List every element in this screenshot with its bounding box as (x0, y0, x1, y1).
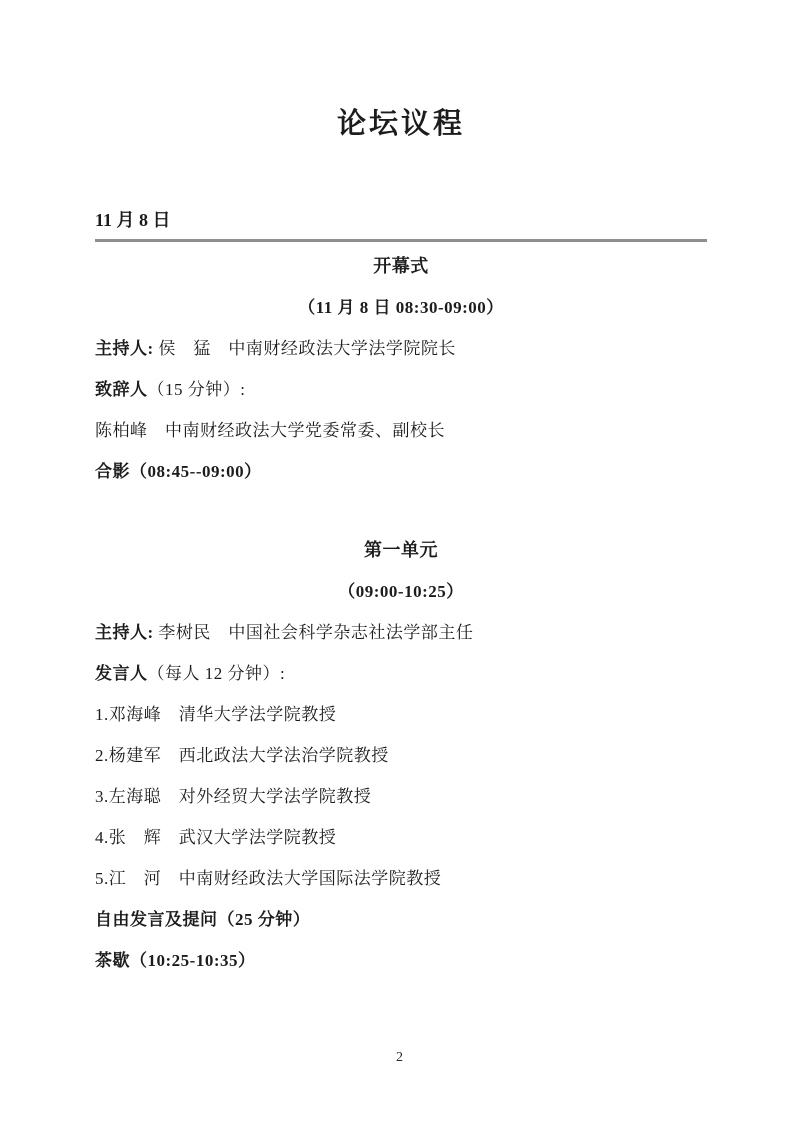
opening-heading: 开幕式 (373, 256, 429, 276)
speaker-item-2: 2.杨建军 西北政法大学法治学院教授 (95, 746, 389, 765)
unit1-time: （09:00-10:25） (338, 582, 464, 601)
speaker-item-3: 3.左海聪 对外经贸大学法学院教授 (95, 787, 372, 806)
unit1-host-label: 主持人: (95, 623, 154, 642)
unit1-speakers-label: 发言人 (95, 664, 148, 683)
section-spacer (95, 492, 707, 530)
opening-host-name: 侯 猛 中南财经政法大学法学院院长 (153, 339, 456, 358)
opening-speech-label: 致辞人 (95, 380, 148, 399)
unit1-speakers-detail: （每人 12 分钟）: (147, 664, 286, 683)
opening-speech-line (95, 369, 707, 410)
opening-group-photo: 合影（08:45--09:00） (95, 462, 262, 481)
opening-time: （11 月 8 日 08:30-09:00） (298, 298, 504, 317)
date-header: 11 月 8 日 (95, 208, 707, 242)
tea-break: 茶歇（10:25-10:35） (95, 951, 256, 970)
unit1-host-name: 李树民 中国社会科学杂志社法学部主任 (153, 623, 474, 642)
page-number: 2 (396, 1050, 403, 1065)
unit1-host-line (95, 612, 707, 653)
free-discussion: 自由发言及提问（25 分钟） (95, 910, 311, 929)
opening-host-label: 主持人: (95, 339, 154, 358)
unit1-speakers-line (95, 653, 707, 694)
opening-speech-person: 陈柏峰 中南财经政法大学党委常委、副校长 (95, 421, 445, 440)
speaker-item-4: 4.张 辉 武汉大学法学院教授 (95, 828, 337, 847)
unit1-heading: 第一单元 (364, 540, 438, 560)
opening-host-line (95, 328, 707, 369)
opening-speech-detail: （15 分钟）: (147, 380, 246, 399)
page-title: 论坛议程 (336, 108, 465, 140)
speaker-item-1: 1.邓海峰 清华大学法学院教授 (95, 705, 337, 724)
speaker-item-5: 5.江 河 中南财经政法大学国际法学院教授 (95, 869, 442, 888)
